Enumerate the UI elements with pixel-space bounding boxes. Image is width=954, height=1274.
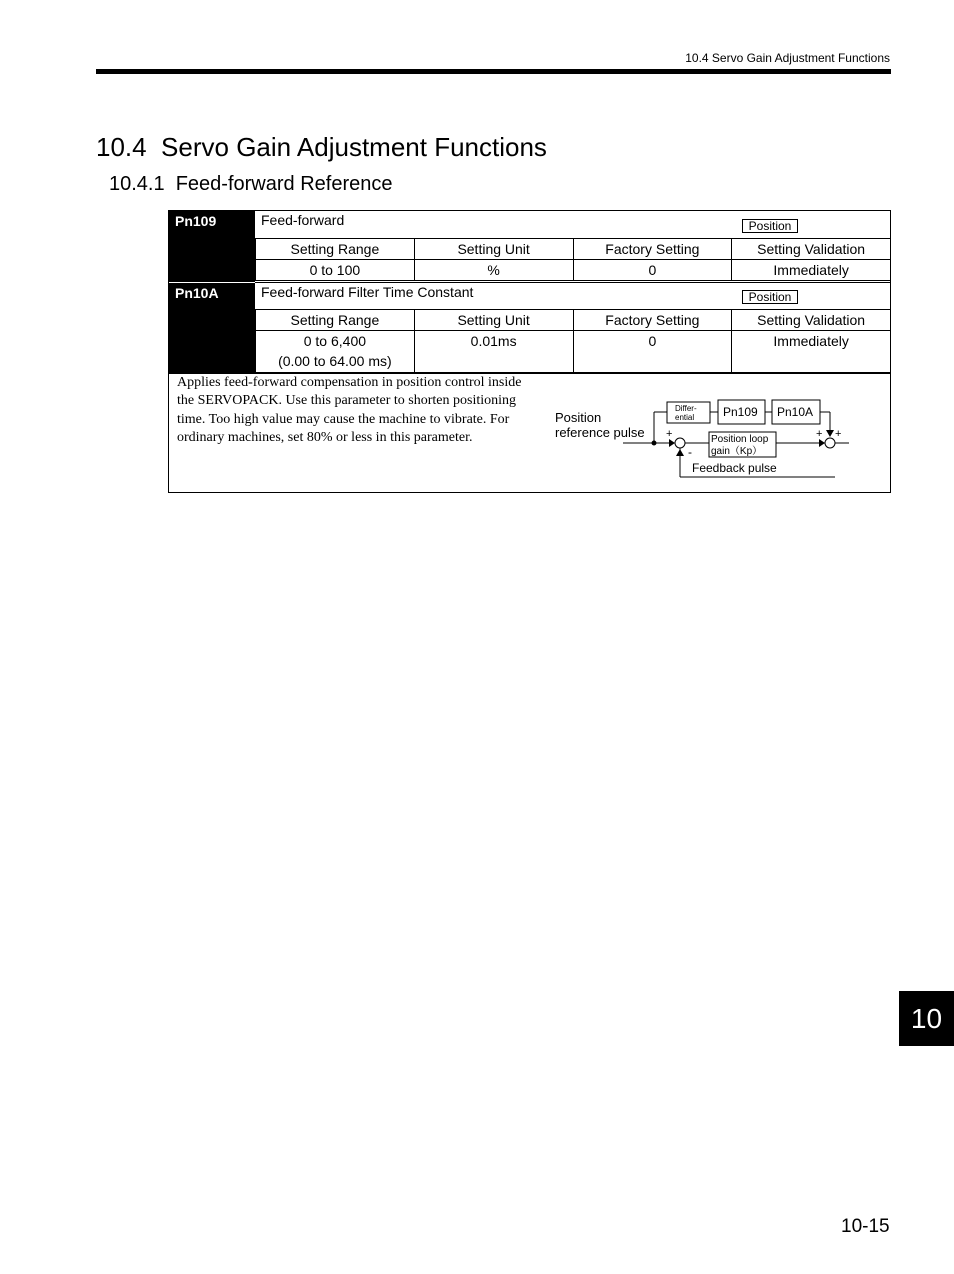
header-rule: [96, 69, 891, 74]
input-label-line2: reference pulse: [555, 425, 645, 440]
table-header-row: [256, 239, 891, 260]
value-setting-unit: %: [414, 260, 573, 281]
value-setting-unit: 0.01ms: [414, 331, 573, 373]
feed-forward-block-diagram: [549, 374, 849, 489]
differential-label-line1: Differ-: [675, 404, 697, 413]
sum1-plus-sign: +: [666, 428, 673, 440]
value-factory-setting: 0: [573, 260, 732, 281]
value-setting-range: [256, 331, 415, 373]
gain-label-line1: Position loop: [711, 434, 769, 445]
header-setting-range: Setting Range: [256, 310, 415, 331]
description-line: ordinary machines, set 80% or less in this parameter.: [177, 429, 473, 445]
header-setting-unit: Setting Unit: [414, 239, 573, 260]
summing-junction-1: [675, 438, 685, 448]
arrow-into-sum2: [819, 439, 825, 447]
parameter-box: [168, 210, 891, 493]
parameter-name-pn10a: Feed-forward Filter Time Constant: [261, 284, 474, 300]
feedback-arrow: [676, 449, 684, 456]
table-value-row: [256, 260, 891, 281]
row-divider: [255, 282, 891, 283]
sum2-plus-sign-a: +: [816, 428, 823, 440]
running-header: 10.4 Servo Gain Adjustment Functions: [685, 51, 890, 65]
table-header-row: [256, 310, 891, 331]
page-number: 10-15: [841, 1216, 890, 1237]
subsection-title: 10.4.1 Feed-forward Reference: [109, 173, 393, 195]
table-value-row: [256, 331, 891, 373]
parameter-id-pn109: Pn109: [169, 211, 255, 282]
mode-badge-pn10a: Position: [742, 290, 798, 304]
gain-label-line2: gain（Kp）: [711, 446, 763, 457]
header-setting-range: Setting Range: [256, 239, 415, 260]
pn109-block-label: Pn109: [723, 405, 758, 419]
summing-junction-2: [825, 438, 835, 448]
feedback-label: Feedback pulse: [692, 461, 777, 475]
input-label-line1: Position: [555, 410, 602, 425]
value-setting-validation: Immediately: [732, 331, 891, 373]
header-setting-unit: Setting Unit: [414, 310, 573, 331]
differential-label-line2: ential: [675, 413, 695, 422]
sum2-plus-sign-b: +: [835, 428, 842, 440]
pn10a-block-label: Pn10A: [777, 405, 814, 419]
header-factory-setting: Factory Setting: [573, 239, 732, 260]
description-line: Applies feed-forward compensation in position control inside: [177, 375, 522, 390]
description-line: time. Too high value may cause the machine to vibrate. For: [177, 411, 510, 427]
section-title: 10.4 Servo Gain Adjustment Functions: [96, 132, 547, 162]
description-text: [177, 374, 547, 447]
value-setting-range: 0 to 100: [256, 260, 415, 281]
chapter-tab: 10: [899, 991, 954, 1046]
parameter-name-pn109: Feed-forward: [261, 212, 345, 228]
settings-table-pn109: [255, 238, 891, 281]
value-factory-setting: 0: [573, 331, 732, 373]
description-line: the SERVOPACK. Use this parameter to shorten positioning: [177, 393, 517, 409]
settings-table-pn10a: [255, 309, 891, 373]
value-setting-range-main: 0 to 6,400: [303, 333, 367, 349]
value-setting-validation: Immediately: [732, 260, 891, 281]
parameter-id-pn10a: Pn10A: [169, 283, 255, 372]
arrow-down-to-sum2: [826, 430, 834, 437]
header-factory-setting: Factory Setting: [573, 310, 732, 331]
mode-badge-pn109: Position: [742, 219, 798, 233]
arrow-into-sum1: [669, 439, 675, 447]
value-setting-range-note: (0.00 to 64.00 ms): [278, 353, 392, 369]
header-setting-validation: Setting Validation: [732, 310, 891, 331]
sum1-minus-sign: -: [688, 445, 692, 459]
header-setting-validation: Setting Validation: [732, 239, 891, 260]
